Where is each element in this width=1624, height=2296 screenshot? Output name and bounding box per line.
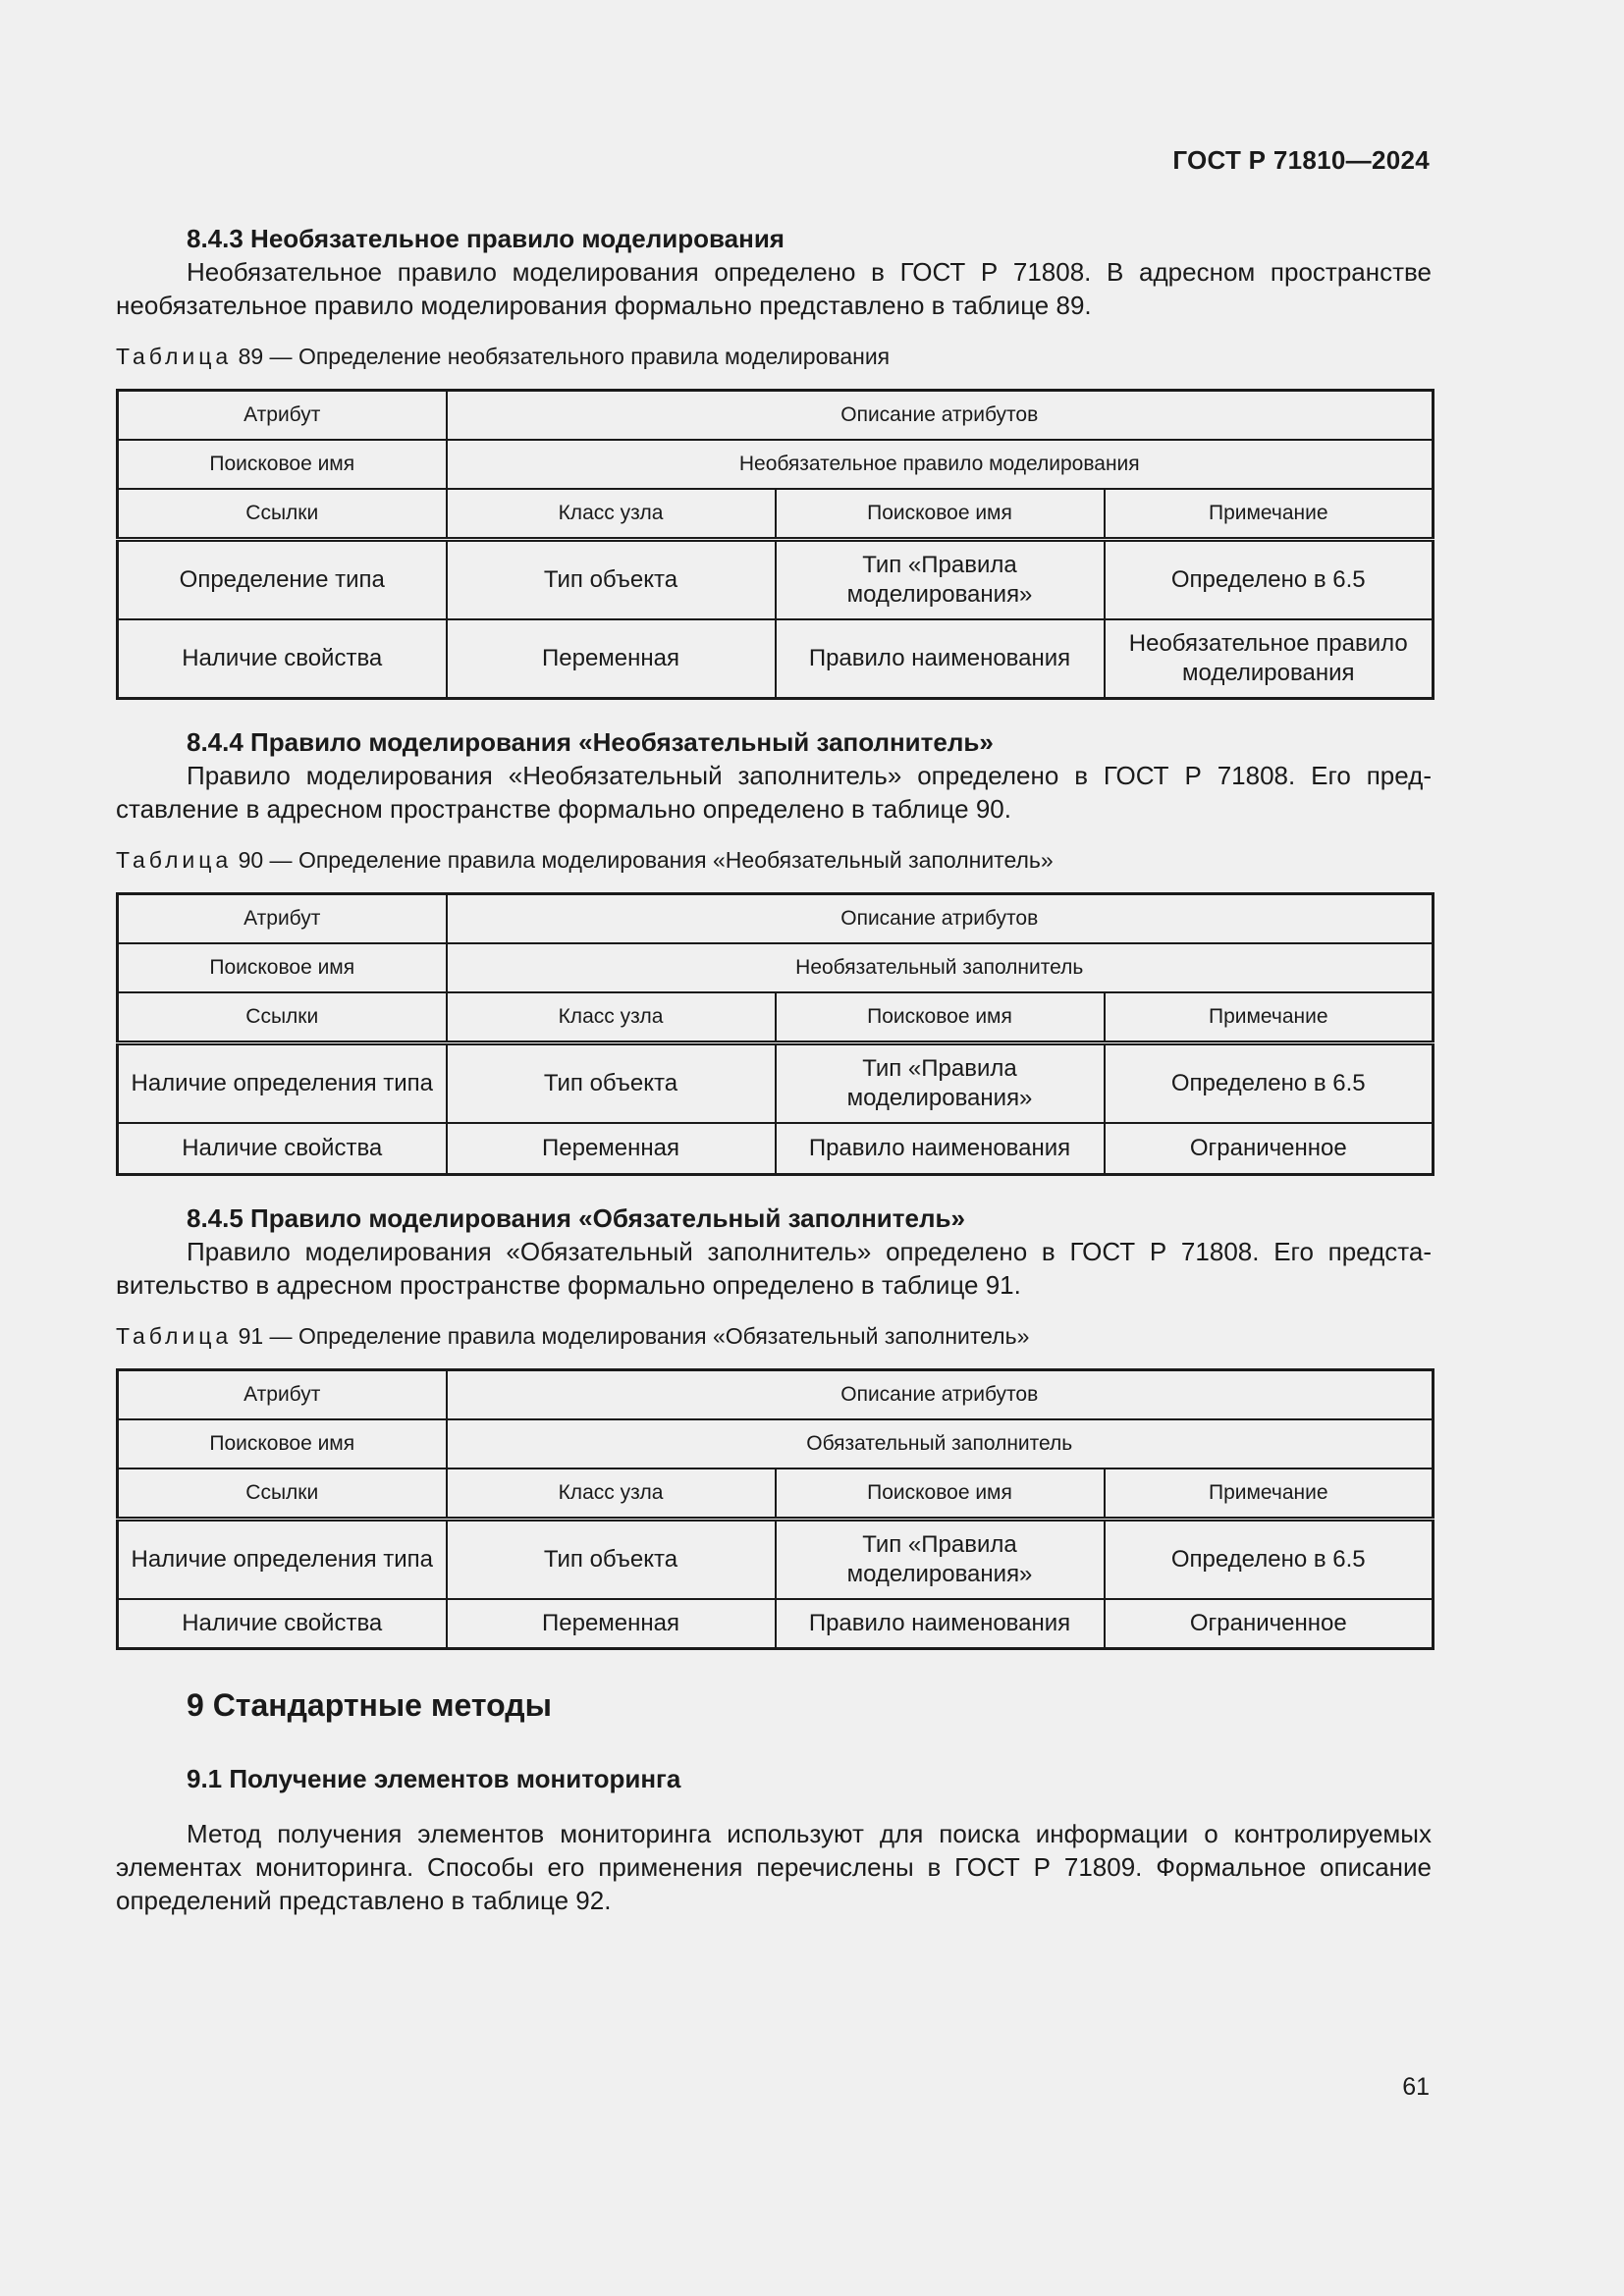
table-89 bbox=[116, 389, 1435, 700]
table-cell: Определено в 6.5 bbox=[1105, 1519, 1434, 1599]
table-cell: Наличие свойства bbox=[118, 1599, 447, 1649]
table-cell: Поисковое имя bbox=[118, 943, 447, 992]
table-row bbox=[118, 943, 1434, 992]
table-caption bbox=[116, 1321, 1432, 1351]
table-cell: Поисковое имя bbox=[118, 440, 447, 489]
table-cell: Правило наименования bbox=[776, 1599, 1105, 1649]
table-cell: Тип объекта bbox=[447, 1043, 776, 1124]
table-cell: Ограниченное bbox=[1105, 1599, 1434, 1649]
table-91 bbox=[116, 1368, 1435, 1650]
table-row bbox=[118, 619, 1434, 699]
section-heading: 8.4.3 Необязательное правило моделирования bbox=[187, 224, 785, 253]
table-caption-label: Таблица bbox=[116, 344, 233, 369]
section-heading: 8.4.4 Правило моделирования «Необязательный заполнитель» bbox=[187, 727, 994, 757]
table-row bbox=[118, 391, 1434, 441]
table-caption-text: 89 — Определение необязательного правила моделирования bbox=[232, 344, 891, 369]
table-cell: Наличие определения типа bbox=[118, 1043, 447, 1124]
section-paragraph: Необязательное правило моделирования определено в ГОСТ Р 71808. В адресном пространстве необязательное правило моделирования формально представлено в таблице 89. bbox=[116, 257, 1432, 320]
table-header-cell: Описание атрибутов bbox=[447, 894, 1434, 944]
table-row bbox=[118, 1419, 1434, 1468]
section-8-4-3 bbox=[116, 222, 1432, 700]
table-row bbox=[118, 540, 1434, 620]
table-cell: Тип объекта bbox=[447, 1519, 776, 1599]
table-row bbox=[118, 1468, 1434, 1520]
table-cell: Примечание bbox=[1105, 489, 1434, 540]
section-8-4-5 bbox=[116, 1201, 1432, 1650]
table-cell: Ссылки bbox=[118, 992, 447, 1043]
table-90 bbox=[116, 892, 1435, 1176]
table-row bbox=[118, 1123, 1434, 1174]
table-cell: Наличие свойства bbox=[118, 1123, 447, 1174]
table-row bbox=[118, 894, 1434, 944]
table-cell: Примечание bbox=[1105, 992, 1434, 1043]
table-cell: Правило наименования bbox=[776, 1123, 1105, 1174]
table-row bbox=[118, 1043, 1434, 1124]
table-cell: Переменная bbox=[447, 1123, 776, 1174]
table-caption-label: Таблица bbox=[116, 847, 233, 873]
table-header-cell: Атрибут bbox=[118, 1369, 447, 1419]
section-8-4-4 bbox=[116, 725, 1432, 1176]
table-caption-text: 91 — Определение правила моделирования «Обязательный заполнитель» bbox=[232, 1322, 1030, 1349]
section-paragraph: Метод получения элементов мониторинга используют для поиска информации о контролируемых элементах мониторинга. Способы его применения перечислены в ГОСТ Р 71809. Формальное описание определений представлено в таблице 92. bbox=[116, 1818, 1432, 1915]
table-cell: Наличие определения типа bbox=[118, 1519, 447, 1599]
page-number: 61 bbox=[1402, 2073, 1430, 2101]
table-cell: Класс узла bbox=[447, 489, 776, 540]
table-cell: Поисковое имя bbox=[118, 1419, 447, 1468]
section-heading: 8.4.5 Правило моделирования «Обязательный заполнитель» bbox=[187, 1202, 965, 1233]
table-cell: Обязательный заполнитель bbox=[447, 1419, 1434, 1468]
table-row bbox=[118, 440, 1434, 489]
table-cell: Необязательное правило моделирования bbox=[1105, 619, 1434, 699]
table-header-cell: Описание атрибутов bbox=[447, 1369, 1434, 1419]
table-row bbox=[118, 1519, 1434, 1599]
table-cell: Ограниченное bbox=[1105, 1123, 1434, 1174]
table-cell: Примечание bbox=[1105, 1468, 1434, 1520]
table-cell: Тип «Правила моделирования» bbox=[776, 540, 1105, 620]
table-cell: Поисковое имя bbox=[776, 992, 1105, 1043]
table-caption-text: 90 — Определение правила моделирования «Необязательный заполнитель» bbox=[232, 847, 1054, 873]
table-cell: Необязательный заполнитель bbox=[447, 943, 1434, 992]
table-cell: Определено в 6.5 bbox=[1105, 1043, 1434, 1124]
chapter-heading: 9 Стандартные методы bbox=[187, 1686, 552, 1723]
table-cell: Необязательное правило моделирования bbox=[447, 440, 1434, 489]
table-cell: Тип «Правила моделирования» bbox=[776, 1519, 1105, 1599]
table-cell: Поисковое имя bbox=[776, 1468, 1105, 1520]
document-code: ГОСТ Р 71810—2024 bbox=[1172, 145, 1430, 175]
table-header-cell: Атрибут bbox=[118, 894, 447, 944]
table-cell: Класс узла bbox=[447, 992, 776, 1043]
table-cell: Ссылки bbox=[118, 1468, 447, 1520]
table-cell: Переменная bbox=[447, 619, 776, 699]
table-cell: Определено в 6.5 bbox=[1105, 540, 1434, 620]
table-row bbox=[118, 992, 1434, 1043]
table-cell: Наличие свойства bbox=[118, 619, 447, 699]
table-caption bbox=[116, 845, 1432, 875]
table-cell: Поисковое имя bbox=[776, 489, 1105, 540]
table-caption bbox=[116, 342, 1432, 371]
table-cell: Тип объекта bbox=[447, 540, 776, 620]
section-heading: 9.1 Получение элементов мониторинга bbox=[187, 1763, 681, 1793]
table-cell: Ссылки bbox=[118, 489, 447, 540]
chapter-9 bbox=[116, 1685, 1432, 1917]
table-header-cell: Описание атрибутов bbox=[447, 391, 1434, 441]
table-cell: Класс узла bbox=[447, 1468, 776, 1520]
table-cell: Определение типа bbox=[118, 540, 447, 620]
table-caption-label: Таблица bbox=[116, 1322, 233, 1349]
table-cell: Правило наименования bbox=[776, 619, 1105, 699]
table-header-cell: Атрибут bbox=[118, 391, 447, 441]
table-row bbox=[118, 1599, 1434, 1649]
page-content bbox=[116, 222, 1432, 1917]
table-row bbox=[118, 489, 1434, 540]
section-paragraph: Правило моделирования «Необязательный заполнитель» определено в ГОСТ Р 71808. Его представление в адресном пространстве формально определено в таблице 90. bbox=[116, 761, 1432, 824]
table-cell: Тип «Правила моделирования» bbox=[776, 1043, 1105, 1124]
section-paragraph: Правило моделирования «Обязательный заполнитель» определено в ГОСТ Р 71808. Его представительство в адресном пространстве формально определено в таблице 91. bbox=[116, 1236, 1432, 1300]
table-row bbox=[118, 1369, 1434, 1419]
table-cell: Переменная bbox=[447, 1599, 776, 1649]
